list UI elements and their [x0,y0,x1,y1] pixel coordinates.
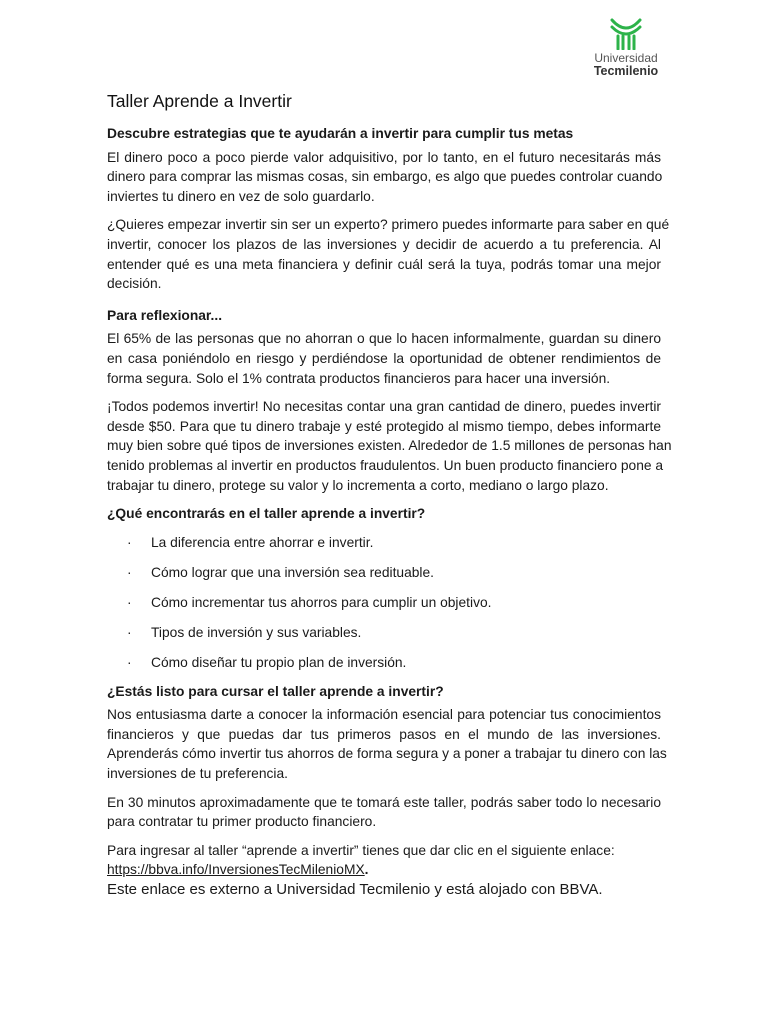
list-item: · Cómo incrementar tus ahorros para cumplir un objetivo. [107,588,661,618]
text-line: invertir, conocer los plazos de las inversiones y decidir de acuerdo a tu preferencia. Al [107,236,661,252]
list-item: · La diferencia entre ahorrar e invertir. [107,528,661,558]
bullet-icon: · [127,624,132,640]
text-line: para contratar tu primer producto financiero. [107,814,377,830]
text-line: En 30 minutos aproximadamente que te tomará este taller, podrás saber todo lo necesario [107,794,661,810]
text-line: El dinero poco a poco pierde valor adquisitivo, por lo tanto, en el futuro necesitarás más [107,149,661,165]
external-link-note: Este enlace es externo a Universidad Tecmilenio y está alojado con BBVA. [107,881,603,899]
text-line: entender qué es una meta financiera y definir cuál será la tuya, podrás tomar una mejor [107,256,661,272]
logo-line1: Universidad [594,51,658,65]
paragraph-estadistica [107,329,661,388]
text-line: en casa poniéndolo en riesgo y perdiéndose la oportunidad de obtener rendimientos de [107,350,661,366]
list-item: · Cómo diseñar tu propio plan de inversión. [107,648,661,678]
paragraph-enlace: Para ingresar al taller “aprende a invertir” tienes que dar clic en el siguiente enlace: https://bbva.info/InversionesTecMilenioMX. [107,842,615,878]
heading-reflexionar: Para reflexionar... [107,307,223,323]
bullet-icon: · [127,594,132,610]
paragraph-intro [107,148,661,207]
document-title: Taller Aprende a Invertir [107,91,292,111]
bullet-icon: · [127,654,132,670]
text-line: muy bien sobre qué tipos de inversiones existen. Alrededor de 1.5 millones de personas han [107,438,672,454]
heading-listo: ¿Estás listo para cursar el taller aprende a invertir? [107,683,444,699]
text-line: inversiones de tu preferencia. [107,766,288,782]
text-line: inviertes tu dinero en vez de solo guardarlo. [107,188,375,204]
text-line: Aprenderás cómo invertir tus ahorros de forma segura y a poner a trabajar tu dinero con las [107,746,667,762]
heading-encontraras: ¿Qué encontrarás en el taller aprende a invertir? [107,506,426,522]
text-line: ¡Todos podemos invertir! No necesitas contar una gran cantidad de dinero, puedes invertir [107,399,661,415]
paragraph-entusiasma [107,705,667,783]
bullet-icon: · [127,564,132,580]
text-line: trabajar tu dinero, protege su valor y lo incrementa a corto, mediano o largo plazo. [107,477,609,493]
text-line: financieros y que puedas dar tus primeros pasos en el mundo de las inversiones. [107,726,661,742]
logo-arch-icon [609,16,643,50]
bullet-list [107,528,661,678]
paragraph-todos [107,397,672,495]
paragraph-duracion [107,793,661,832]
subtitle: Descubre estrategias que te ayudarán a invertir para cumplir tus metas [107,126,574,141]
logo-line2: Tecmilenio [593,64,659,78]
text-line: Nos entusiasma darte a conocer la información esencial para potenciar tus conocimientos [107,707,661,723]
bullet-icon: · [127,534,132,550]
list-item: · Tipos de inversión y sus variables. [107,618,661,648]
text-line: El 65% de las personas que no ahorran o que lo hacen informalmente, guardan su dinero [107,331,661,347]
document-body [107,90,672,899]
paragraph-empezar [107,215,670,293]
text-line: desde $50. Para que tu dinero trabaje y esté protegido al mismo tiempo, debes informarte [107,418,661,434]
text-line: dinero para comprar las mismas cosas, sin embargo, es algo que puedes controlar cuando [107,169,663,185]
text-line: forma segura. Solo el 1% contrata productos financieros para hacer una inversión. [107,370,611,386]
bbva-link[interactable]: https://bbva.info/InversionesTecMilenioMX [107,862,365,878]
tecmilenio-logo [586,16,666,78]
text-line: tenido problemas al invertir en productos fraudulentos. Un buen producto financiero pone a [107,457,664,473]
list-item: · Cómo lograr que una inversión sea redituable. [107,558,661,588]
text-line: ¿Quieres empezar invertir sin ser un experto? primero puedes informarte para saber en qué [107,217,670,233]
text-line: decisión. [107,276,162,292]
